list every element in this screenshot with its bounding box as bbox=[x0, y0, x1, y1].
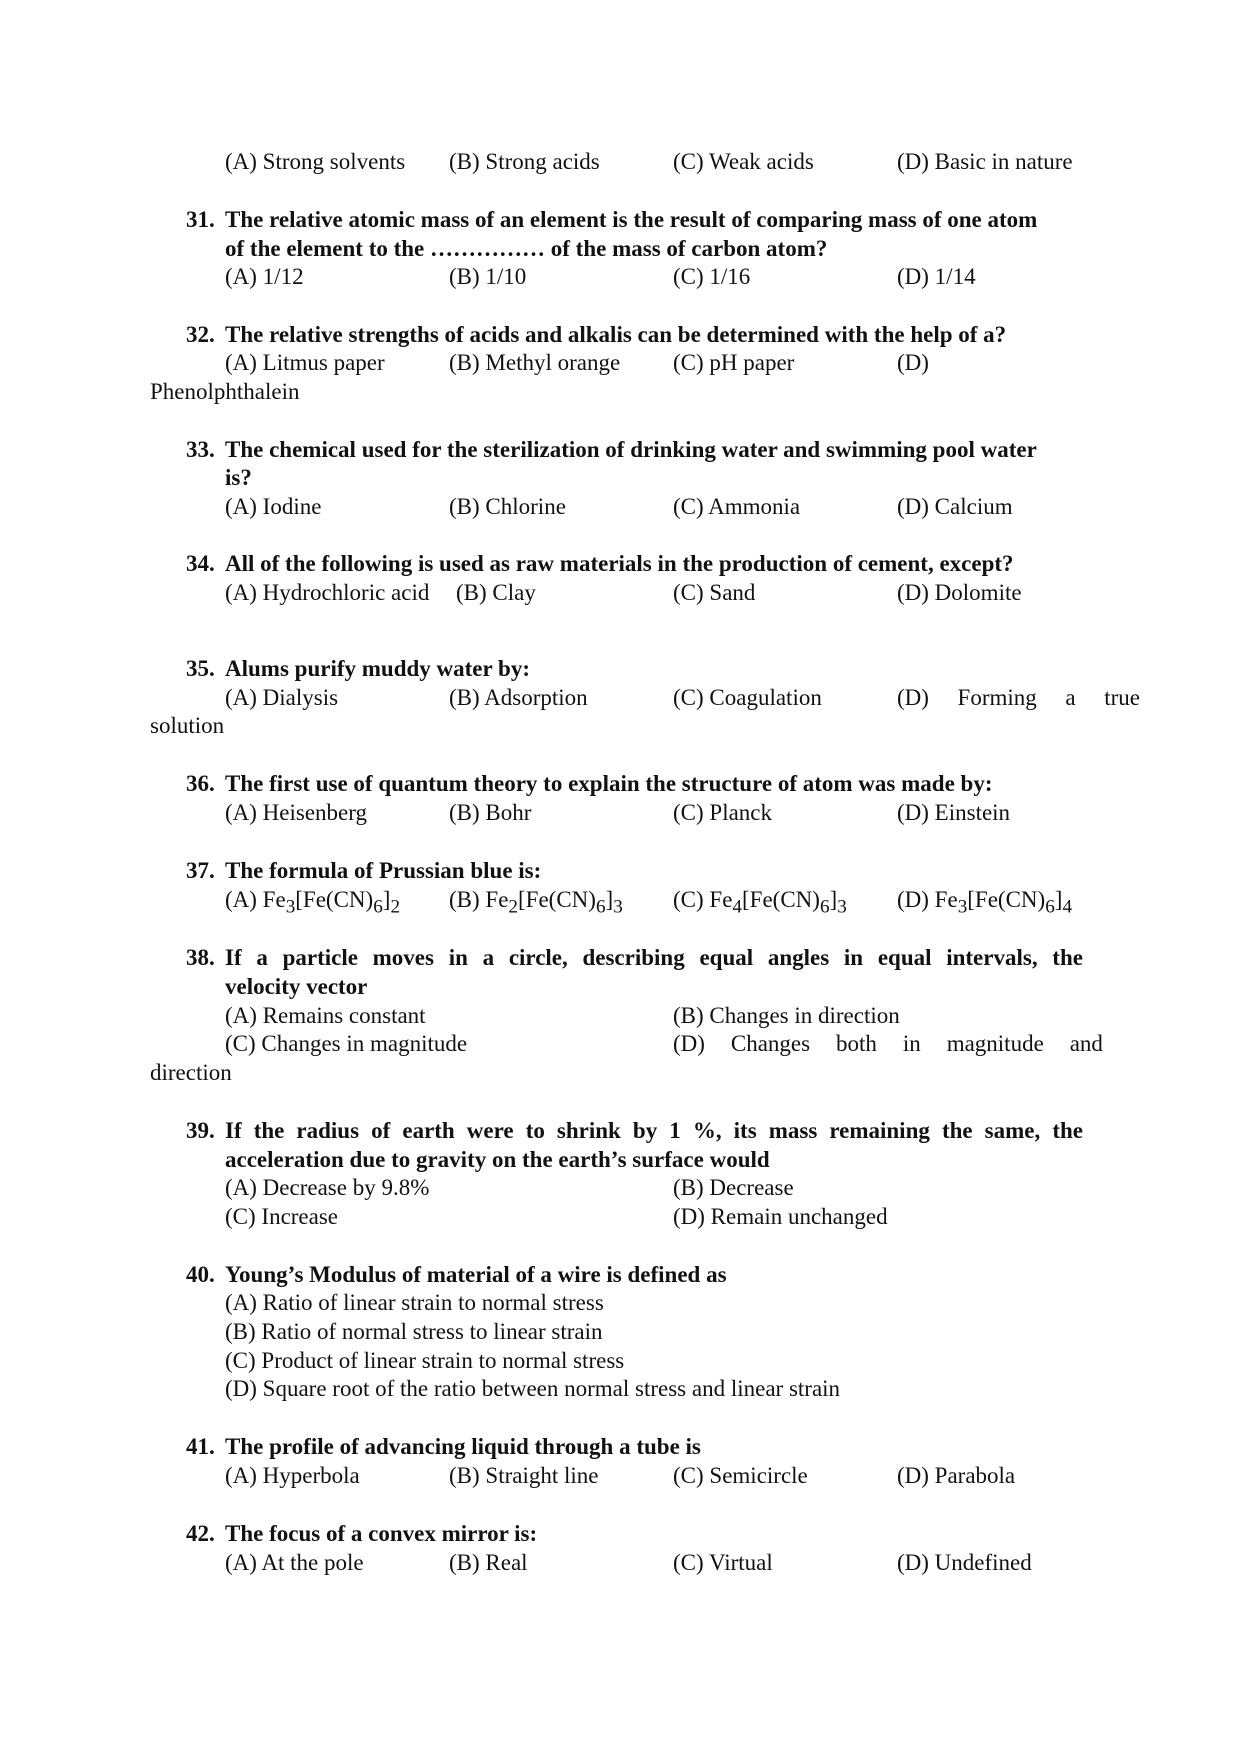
option-b: (B) 1/10 bbox=[449, 264, 527, 289]
option-c: (C) Increase bbox=[225, 1204, 339, 1229]
question-number: 34. bbox=[186, 551, 215, 576]
question-number: 40. bbox=[186, 1262, 215, 1287]
option-d-word: a bbox=[1065, 685, 1076, 710]
question-text: The profile of advancing liquid through a tube is bbox=[225, 1434, 701, 1459]
option-d: (D) Calcium bbox=[897, 494, 1013, 519]
option-a: (A) Heisenberg bbox=[225, 800, 367, 825]
option-d-word: (D) bbox=[897, 685, 929, 710]
option-c: (C) Changes in magnitude bbox=[225, 1031, 468, 1056]
option-d-word: true bbox=[1104, 685, 1140, 710]
question-number: 32. bbox=[186, 322, 215, 347]
option-c: (C) Product of linear strain to normal stress bbox=[225, 1348, 625, 1373]
option-b: (B) Chlorine bbox=[449, 494, 566, 519]
question-text: Alums purify muddy water by: bbox=[225, 656, 530, 681]
option-a: (A) $Fe_3[Fe(CN)_6]_2$ bbox=[225, 887, 401, 918]
option-a: (A) Remains constant bbox=[225, 1003, 426, 1028]
option-d: (D) Basic in nature bbox=[897, 149, 1073, 174]
option-d bbox=[897, 684, 1140, 712]
question-text-cont: acceleration due to gravity on the earth’s surface would bbox=[225, 1147, 770, 1172]
option-a: (A) 1/12 bbox=[225, 264, 304, 289]
question-text: If a particle moves in a circle, describing equal angles in equal intervals, the bbox=[225, 945, 1083, 970]
question-number: 33. bbox=[186, 437, 215, 462]
option-c: (C) Coagulation bbox=[673, 685, 822, 710]
option-b: (B) Decrease bbox=[673, 1175, 794, 1200]
option-a: (A) Hydrochloric acid bbox=[225, 580, 430, 605]
option-a: (A) Strong solvents bbox=[225, 149, 406, 174]
option-d: (D) Dolomite bbox=[897, 580, 1022, 605]
question-number: 42. bbox=[186, 1521, 215, 1546]
option-b: (B) Real bbox=[449, 1550, 528, 1575]
option-d: (D) Changes both in magnitude and bbox=[673, 1031, 1103, 1056]
option-d-cont: direction bbox=[150, 1060, 232, 1085]
question-text: All of the following is used as raw materials in the production of cement, except? bbox=[225, 551, 1014, 576]
option-b: (B) Bohr bbox=[449, 800, 532, 825]
option-b: (B) Clay bbox=[456, 580, 536, 605]
option-a: (A) Iodine bbox=[225, 494, 322, 519]
question-number: 41. bbox=[186, 1434, 215, 1459]
question-number: 39. bbox=[186, 1118, 215, 1143]
question-text: The focus of a convex mirror is: bbox=[225, 1521, 538, 1546]
option-d: (D) $Fe_3[Fe(CN)_6]_4$ bbox=[897, 887, 1073, 918]
option-c: (C) Virtual bbox=[673, 1550, 773, 1575]
option-c: (C) 1/16 bbox=[673, 264, 751, 289]
option-d-cont: solution bbox=[150, 713, 225, 738]
question-number: 37. bbox=[186, 858, 215, 883]
question-text-cont: is? bbox=[225, 465, 252, 490]
question-text: If the radius of earth were to shrink by 1 %, its mass remaining the same, the bbox=[225, 1118, 1083, 1143]
option-a: (A) Decrease by 9.8% bbox=[225, 1175, 430, 1200]
option-b: (B) Methyl orange bbox=[449, 350, 621, 375]
option-d: (D) Parabola bbox=[897, 1463, 1016, 1488]
option-d: (D) 1/14 bbox=[897, 264, 976, 289]
option-b: (B) Changes in direction bbox=[673, 1003, 900, 1028]
option-c: (C) Sand bbox=[673, 580, 756, 605]
question-number: 36. bbox=[186, 771, 215, 796]
option-b: (B) Adsorption bbox=[449, 685, 588, 710]
question-text: The chemical used for the sterilization of drinking water and swimming pool water bbox=[225, 437, 1037, 462]
option-a: (A) Litmus paper bbox=[225, 350, 385, 375]
question-text: The relative atomic mass of an element is the result of comparing mass of one atom bbox=[225, 207, 1038, 232]
option-a: (A) Hyperbola bbox=[225, 1463, 360, 1488]
option-d-word: Forming bbox=[957, 685, 1037, 710]
option-c: (C) Semicircle bbox=[673, 1463, 808, 1488]
option-d: (D) Undefined bbox=[897, 1550, 1032, 1575]
option-d-cont: Phenolphthalein bbox=[150, 379, 300, 404]
question-text: The relative strengths of acids and alkalis can be determined with the help of a? bbox=[225, 322, 1007, 347]
option-c: (C) Planck bbox=[673, 800, 773, 825]
option-b: (B) $Fe_2[Fe(CN)_6]_3$ bbox=[449, 887, 623, 918]
question-text: Young’s Modulus of material of a wire is defined as bbox=[225, 1262, 727, 1287]
question-text: The first use of quantum theory to explain the structure of atom was made by: bbox=[225, 771, 993, 796]
question-number: 31. bbox=[186, 207, 215, 232]
option-b: (B) Strong acids bbox=[449, 149, 600, 174]
question-text-cont: of the element to the …………… of the mass of carbon atom? bbox=[225, 236, 828, 261]
option-d: (D) Remain unchanged bbox=[673, 1204, 888, 1229]
option-a: (A) At the pole bbox=[225, 1550, 364, 1575]
option-c: (C) Weak acids bbox=[673, 149, 814, 174]
option-b: (B) Straight line bbox=[449, 1463, 599, 1488]
option-c: (C) $Fe_4[Fe(CN)_6]_3$ bbox=[673, 887, 847, 918]
option-a: (A) Ratio of linear strain to normal stress bbox=[225, 1290, 604, 1315]
question-number: 38. bbox=[186, 945, 215, 970]
option-b: (B) Ratio of normal stress to linear strain bbox=[225, 1319, 603, 1344]
option-a: (A) Dialysis bbox=[225, 685, 339, 710]
option-d: (D) bbox=[897, 350, 929, 375]
option-d: (D) Square root of the ratio between normal stress and linear strain bbox=[225, 1376, 841, 1401]
option-d: (D) Einstein bbox=[897, 800, 1011, 825]
question-number: 35. bbox=[186, 656, 215, 681]
question-text-cont: velocity vector bbox=[225, 974, 368, 999]
option-c: (C) Ammonia bbox=[673, 494, 801, 519]
option-c: (C) pH paper bbox=[673, 350, 795, 375]
question-text: The formula of Prussian blue is: bbox=[225, 858, 542, 883]
